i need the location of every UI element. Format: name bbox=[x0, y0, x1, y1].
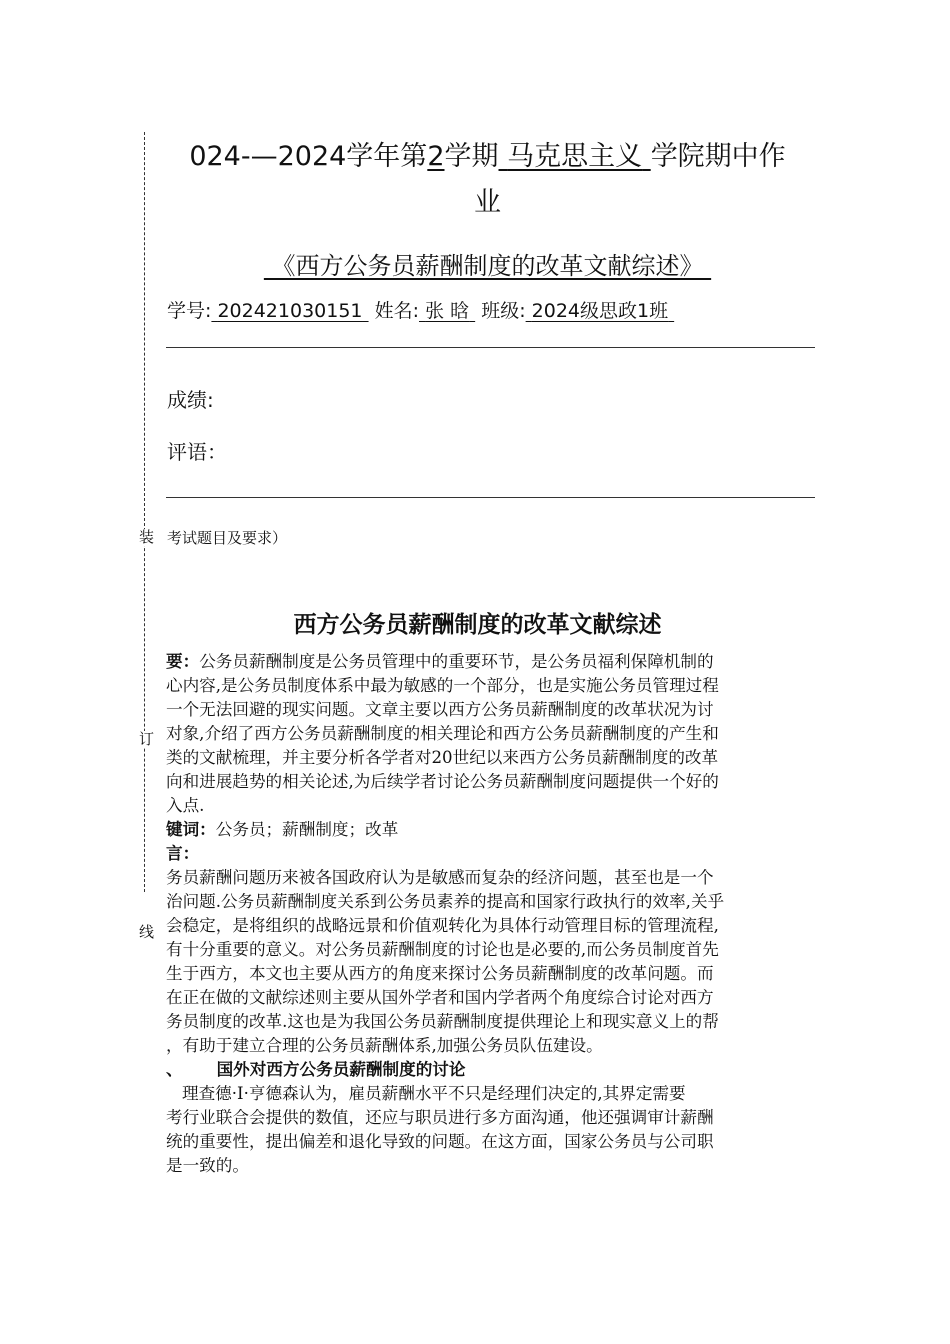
abstract-label: 要： bbox=[166, 652, 200, 671]
comment-label: 评语： bbox=[167, 440, 227, 464]
intro-line: 会稳定，是将组织的战略远景和价值观转化为具体行动管理目标的管理流程, bbox=[166, 916, 719, 935]
section-number: 、 bbox=[166, 1060, 183, 1079]
abstract-line: 向和进展趋势的相关论述,为后续学者讨论公务员薪酬制度问题提供一个好的 bbox=[166, 772, 719, 791]
binding-char-ding: 订 bbox=[139, 730, 155, 748]
student-name-value: 张 晗 bbox=[425, 300, 470, 322]
keywords-line bbox=[166, 818, 816, 842]
section-line: 考行业联合会提供的数值，还应与职员进行多方面沟通，他还强调审计薪酬 bbox=[166, 1108, 714, 1127]
intro-label: 言： bbox=[166, 844, 200, 863]
student-class-label: 班级: bbox=[481, 300, 526, 322]
abstract-line: 要：公务员薪酬制度是公务员管理中的重要环节，是公务员福利保障机制的 bbox=[166, 652, 714, 671]
student-name-label: 姓名: bbox=[374, 300, 420, 322]
article-body bbox=[166, 650, 816, 1178]
section-title: 国外对西方公务员薪酬制度的讨论 bbox=[216, 1060, 466, 1079]
paper-title-text: 《西方公务员薪酬制度的改革文献综述》 bbox=[271, 252, 704, 280]
intro-line: 务员薪酬问题历来被各国政府认为是敏感而复杂的经济问题，甚至也是一个 bbox=[166, 868, 714, 887]
header-suffix-2: 业 bbox=[474, 187, 501, 218]
binding-char-xian: 线 bbox=[139, 923, 155, 941]
section-heading bbox=[166, 1058, 816, 1082]
student-id-label: 学号: bbox=[167, 300, 212, 322]
binding-line bbox=[144, 132, 145, 892]
section-line: 理查德·I·亨德森认为，雇员薪酬水平不只是经理们决定的,其界定需要 bbox=[182, 1084, 686, 1103]
article-title: 西方公务员薪酬制度的改革文献综述 bbox=[293, 612, 662, 638]
abstract-line: 入点. bbox=[166, 796, 205, 815]
keywords-value: 公务员；薪酬制度；改革 bbox=[215, 820, 399, 839]
student-class-value: 2024级思政1班 bbox=[531, 300, 669, 322]
keywords-label: 键词： bbox=[166, 820, 216, 839]
divider-bottom bbox=[166, 497, 815, 498]
abstract-line: 类的文献梳理，并主要分析各学者对20世纪以来西方公务员薪酬制度的改革 bbox=[166, 748, 719, 767]
divider-top bbox=[166, 347, 815, 348]
intro-line: 务员制度的改革.这也是为我国公务员薪酬制度提供理论上和现实意义上的帮 bbox=[166, 1012, 719, 1031]
paper-title bbox=[160, 248, 815, 284]
header-suffix: 学院期中作 bbox=[650, 141, 786, 172]
section-line: 是一致的。 bbox=[166, 1156, 249, 1175]
abstract-line: 对象,介绍了西方公务员薪酬制度的相关理论和西方公务员薪酬制度的产生和 bbox=[166, 724, 719, 743]
intro-line: ，有助于建立合理的公务员薪酬体系,加强公务员队伍建设。 bbox=[166, 1036, 603, 1055]
abstract-line: 心内容,是公务员制度体系中最为敏感的一个部分，也是实施公务员管理过程 bbox=[166, 676, 719, 695]
header-term-label: 学期 bbox=[444, 141, 499, 172]
intro-line: 生于西方，本文也主要从西方的角度来探讨公务员薪酬制度的改革问题。而 bbox=[166, 964, 714, 983]
intro-line: 有十分重要的意义。对公务员薪酬制度的讨论也是必要的,而公务员制度首先 bbox=[166, 940, 719, 959]
abstract-line: 一个无法回避的现实问题。文章主要以西方公务员薪酬制度的改革状况为讨 bbox=[166, 700, 714, 719]
assignment-header bbox=[160, 134, 815, 226]
student-info bbox=[167, 296, 674, 326]
header-semester: 2 bbox=[427, 141, 445, 172]
header-college: 马克思主义 bbox=[507, 141, 643, 172]
score-label: 成绩: bbox=[167, 388, 214, 412]
section-line: 统的重要性，提出偏差和退化导致的问题。在这方面，国家公务员与公司职 bbox=[166, 1132, 714, 1151]
student-id-value: 202421030151 bbox=[217, 300, 363, 322]
binding-char-zhuang: 装 bbox=[139, 528, 155, 546]
exam-note: 考试题目及要求） bbox=[167, 529, 288, 547]
intro-line: 在正在做的文献综述则主要从国外学者和国内学者两个角度综合讨论对西方 bbox=[166, 988, 714, 1007]
intro-line: 治问题.公务员薪酬制度关系到公务员素养的提高和国家行政执行的效率,关乎 bbox=[166, 892, 725, 911]
header-year: 024-—2024学年第 bbox=[189, 141, 428, 172]
